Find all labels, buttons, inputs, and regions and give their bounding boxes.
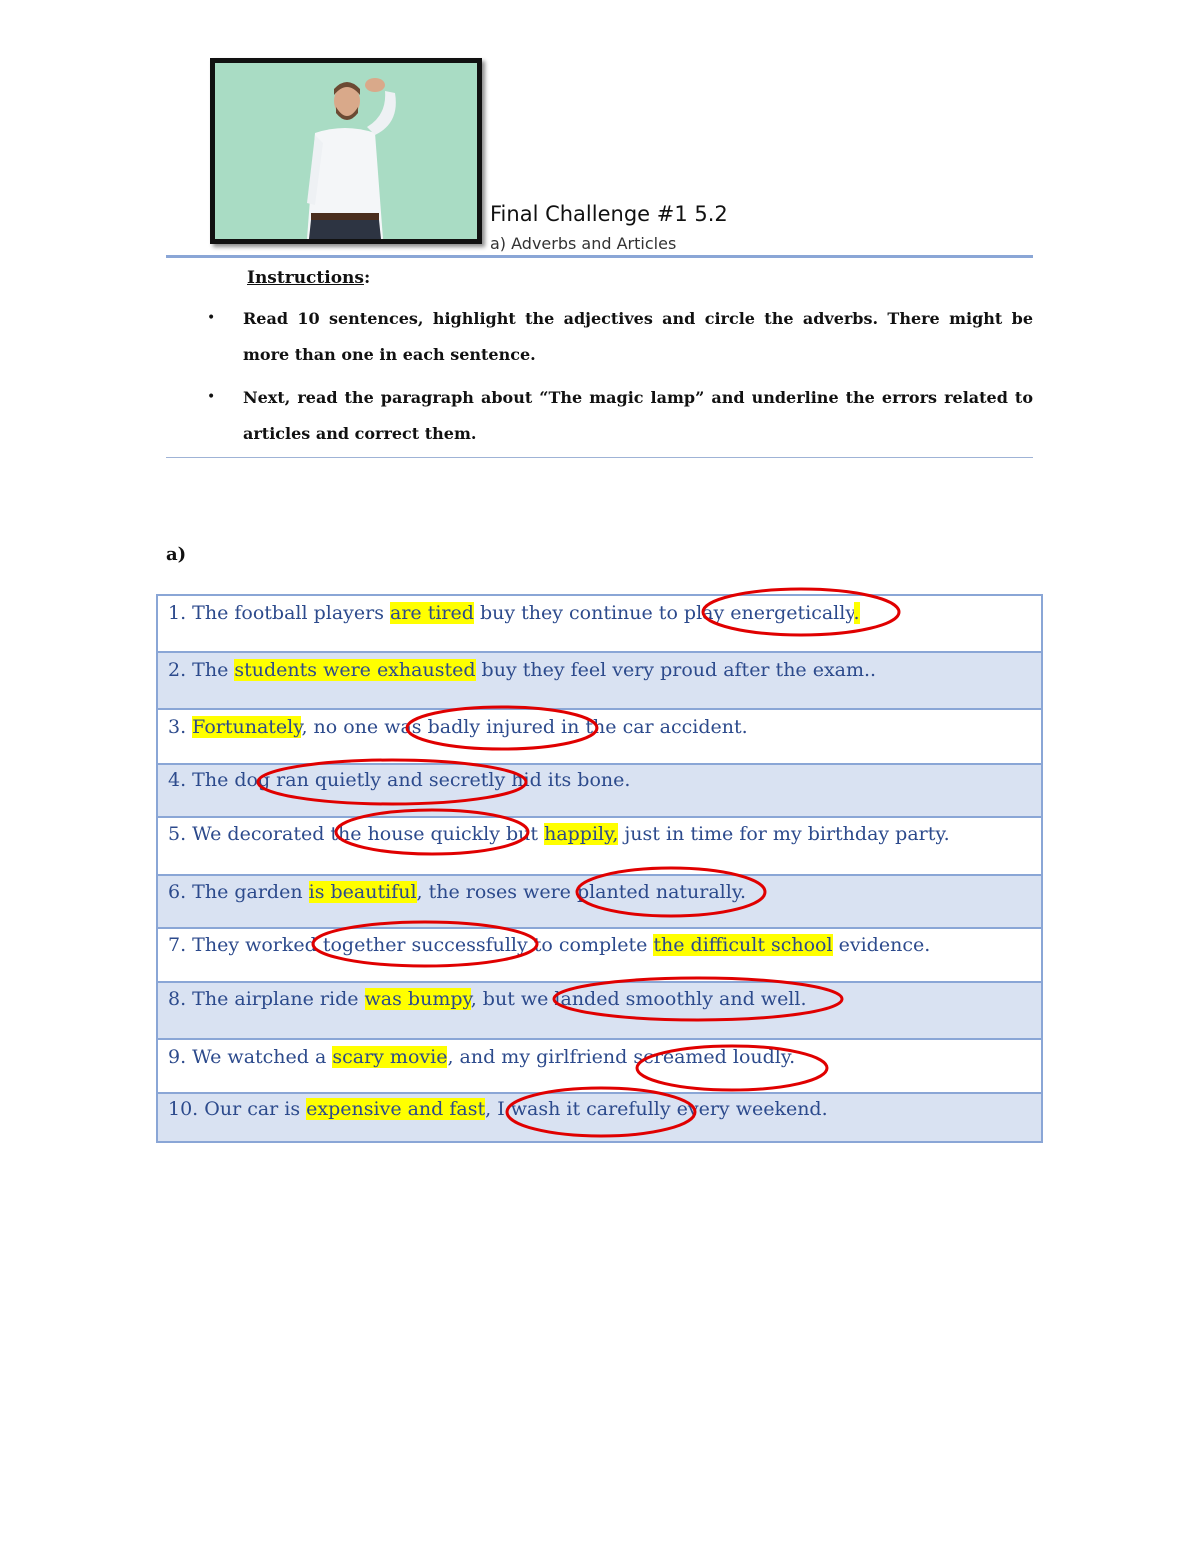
- table-row: 2. The students were exhausted buy they feel very proud after the exam..: [158, 653, 1041, 710]
- instruction-2-line-2: articles and correct them.: [243, 424, 477, 443]
- instructions-divider: [166, 457, 1033, 458]
- table-row: 9. We watched a scary movie, and my girlfriend screamed loudly.: [158, 1040, 1041, 1094]
- instruction-1-line-1: Read 10 sentences, highlight the adjectives and circle the adverbs. There might be: [243, 309, 1033, 328]
- bullet-marker: •: [207, 310, 216, 326]
- instruction-1-line-2: more than one in each sentence.: [243, 345, 536, 364]
- table-row: 6. The garden is beautiful, the roses were planted naturally.: [158, 876, 1041, 929]
- table-row: 3. Fortunately, no one was badly injured in the car accident.: [158, 710, 1041, 765]
- bullet-marker: •: [207, 389, 216, 405]
- instruction-2-line-1: Next, read the paragraph about “The magic lamp” and underline the errors related to: [243, 388, 1033, 407]
- table-row: 10. Our car is expensive and fast, I wash it carefully every weekend.: [158, 1094, 1041, 1141]
- section-label: a): [166, 544, 187, 565]
- table-row: 1. The football players are tired buy they continue to play energetically.: [158, 596, 1041, 653]
- instructions-heading: Instructions:: [247, 268, 371, 288]
- man-scratching-head-illustration: [215, 63, 477, 239]
- sentences-table: [156, 594, 1043, 1143]
- header-photo: [210, 58, 482, 244]
- header-divider: [166, 255, 1033, 258]
- page-title: Final Challenge #1 5.2: [490, 202, 728, 226]
- page-subtitle: a) Adverbs and Articles: [490, 234, 677, 253]
- table-row: 4. The dog ran quietly and secretly hid its bone.: [158, 765, 1041, 818]
- table-row: 5. We decorated the house quickly but happily, just in time for my birthday party.: [158, 818, 1041, 876]
- table-row: 7. They worked together successfully to complete the difficult school evidence.: [158, 929, 1041, 983]
- table-row: 8. The airplane ride was bumpy, but we landed smoothly and well.: [158, 983, 1041, 1040]
